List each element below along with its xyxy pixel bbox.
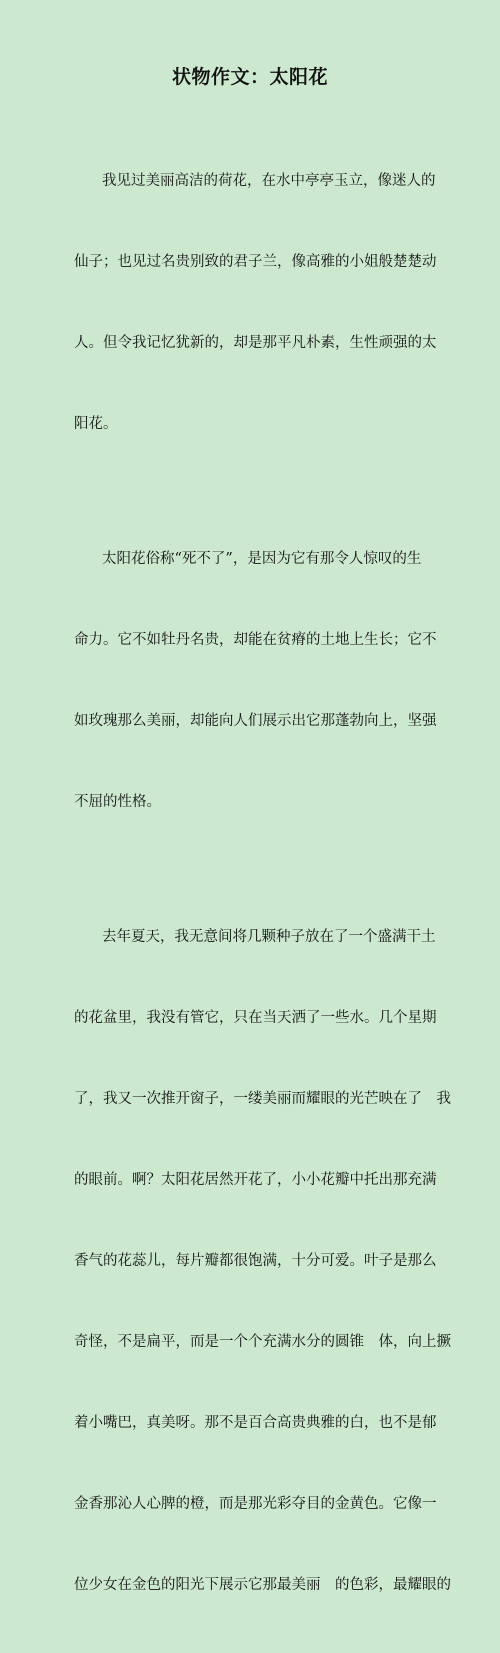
paragraph-line: 去年夏天，我无意间将几颗种子放在了一个盛满干土 (102, 929, 436, 945)
paragraph-line: 奇怪，不是扁平，而是一个个充满水分的圆锥 体，向上撅 (74, 1334, 451, 1350)
paragraph-line: 仙子；也见过名贵别致的君子兰，像高雅的小姐般楚楚动 (74, 254, 437, 270)
paragraph-3 (74, 870, 451, 1653)
paragraph-line: 香气的花蕊儿，每片瓣都很饱满，十分可爱。叶子是那么 (74, 1253, 437, 1269)
paragraph-line: 的花盆里，我没有管它，只在当天洒了一些水。几个星期 (74, 1010, 437, 1026)
article-title: 状物作文：太阳花 (171, 66, 328, 88)
paragraph-line: 金香那沁人心脾的橙，而是那光彩夺目的金黄色。它像一 (74, 1496, 437, 1512)
paragraph-line: 我见过美丽高洁的荷花，在水中亭亭玉立，像迷人的 (102, 173, 436, 189)
paragraph-2 (74, 492, 437, 870)
paragraph-line: 如玫瑰那么美丽，却能向人们展示出它那蓬勃向上，坚强 (74, 713, 437, 729)
paragraph-line: 命力。它不如牡丹名贵，却能在贫瘠的土地上生长；它不 (74, 632, 437, 648)
paragraph-line: 人。但令我记忆犹新的，却是那平凡朴素，生性顽强的太 (74, 335, 437, 351)
article-body (74, 114, 451, 1653)
paragraph-line: 位少女在金色的阳光下展示它那最美丽 的色彩，最耀眼的 (74, 1577, 451, 1593)
paragraph-line: 了，我又一次推开窗子，一缕美丽而耀眼的光芒映在了 我 (74, 1091, 451, 1107)
paragraph-line: 不屈的性格。 (74, 794, 161, 810)
paragraph-line: 太阳花俗称“死不了”，是因为它有那令人惊叹的生 (102, 551, 422, 567)
paragraph-1 (74, 114, 437, 492)
paragraph-line: 着小嘴巴，真美呀。那不是百合高贵典雅的白，也不是郁 (74, 1415, 437, 1431)
paragraph-line: 的眼前。啊？太阳花居然开花了，小小花瓣中托出那充满 (74, 1172, 437, 1188)
paragraph-line: 阳花。 (74, 416, 118, 432)
